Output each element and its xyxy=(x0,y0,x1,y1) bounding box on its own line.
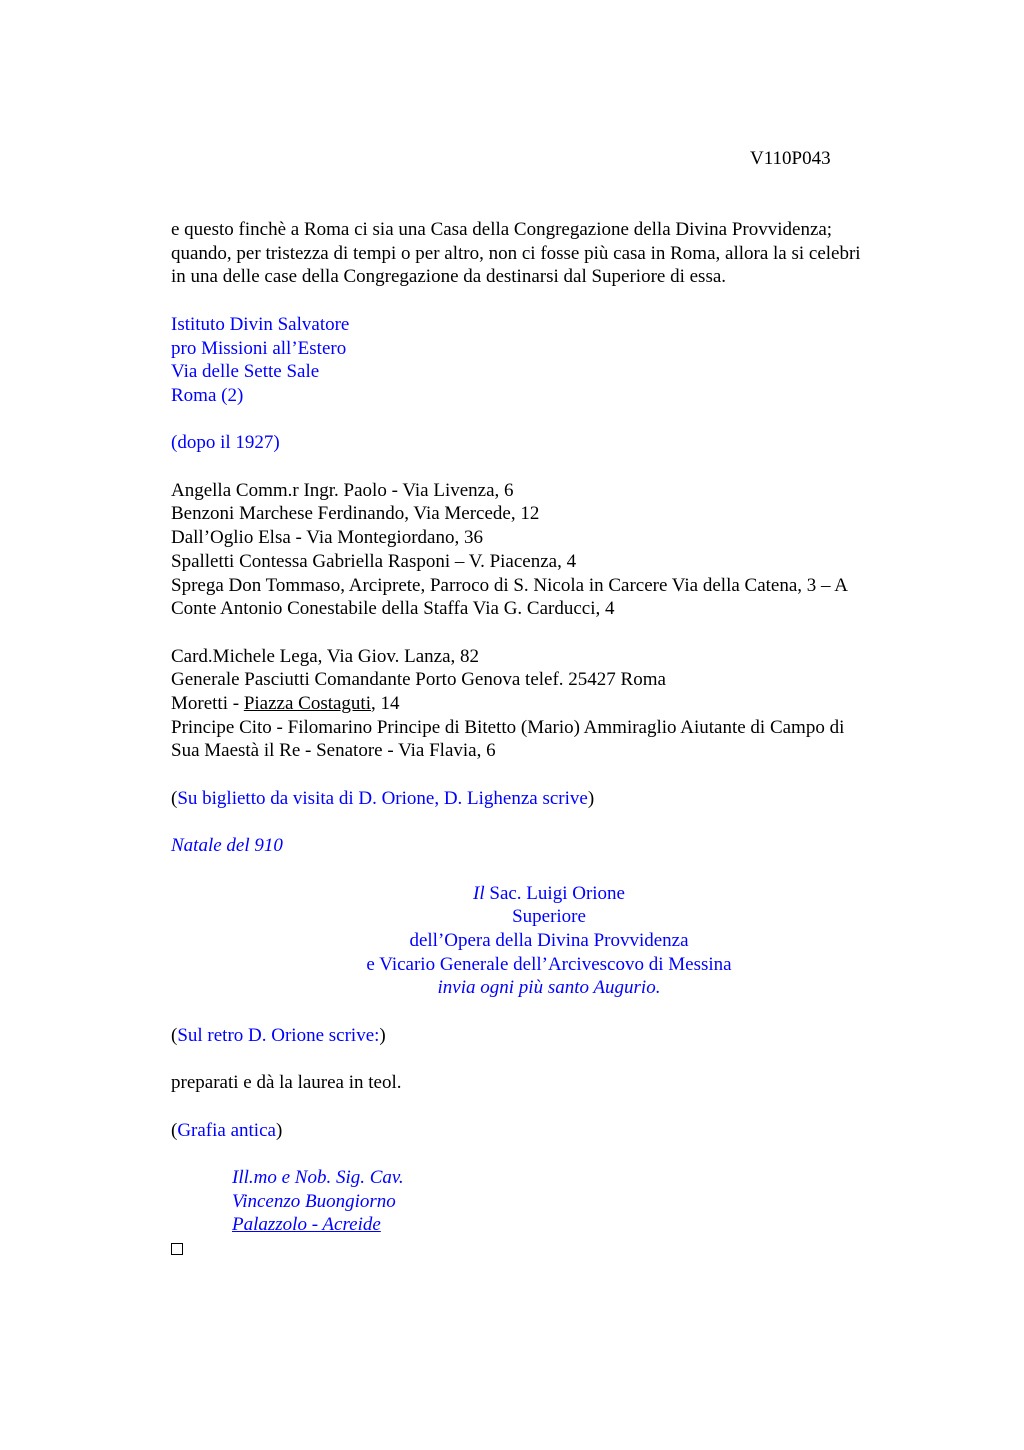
paren-close: ) xyxy=(275,1119,283,1141)
natale-date: Natale del 910 xyxy=(171,835,283,857)
paragraph-line: in una delle case della Congregazione da destinarsi dal Superiore di essa. xyxy=(171,266,727,288)
list-item: Angella Comm.r Ingr. Paolo - Via Livenza, 6 xyxy=(171,479,514,501)
paragraph-line: quando, per tristezza di tempi o per altro, non ci fosse più casa in Roma, allora la si celebri xyxy=(171,242,861,264)
moretti-suffix: , 14 xyxy=(371,693,400,714)
list-item: Conte Antonio Conestabile della Staffa Via G. Carducci, 4 xyxy=(171,598,615,620)
visiting-card xyxy=(171,882,927,1001)
list-item: Sua Maestà il Re - Senatore - Via Flavia, 6 xyxy=(171,740,496,762)
card-line: invia ogni più santo Augurio. xyxy=(437,977,661,999)
card-line: Superiore xyxy=(512,906,586,928)
date-note: (dopo il 1927) xyxy=(171,432,280,454)
paren-open: ( xyxy=(171,1024,178,1046)
card-name: Sac. Luigi Orione xyxy=(484,882,625,904)
document-id: V110P043 xyxy=(750,148,831,169)
card-line: dell’Opera della Divina Provvidenza xyxy=(409,929,689,951)
card-line xyxy=(171,882,927,906)
list-item: Benzoni Marchese Ferdinando, Via Mercede, 12 xyxy=(171,503,540,525)
list-item: Sprega Don Tommaso, Arciprete, Parroco di S. Nicola in Carcere Via della Catena, 3 – A xyxy=(171,574,848,596)
name-list-2 xyxy=(171,645,931,764)
paren-open: ( xyxy=(171,787,178,809)
address-line: Palazzolo - Acreide xyxy=(232,1214,381,1236)
address-line: Istituto Divin Salvatore xyxy=(171,313,350,335)
card-line: e Vicario Generale dell’Arcivescovo di Messina xyxy=(366,953,732,975)
address-line: Roma (2) xyxy=(171,384,244,406)
handwritten-text: preparati e dà la laurea in teol. xyxy=(171,1072,402,1094)
checkbox-glyph xyxy=(171,1237,931,1262)
list-item: Principe Cito - Filomarino Principe di Bitetto (Mario) Ammiraglio Aiutante di Campo di xyxy=(171,716,845,738)
note-text: Su biglietto da visita di D. Orione, D. Lighenza scrive xyxy=(177,787,588,809)
recipient-address xyxy=(171,1166,931,1237)
editorial-note-script xyxy=(171,1119,931,1143)
list-item: Card.Michele Lega, Via Giov. Lanza, 82 xyxy=(171,645,480,667)
list-item-moretti xyxy=(171,692,931,716)
paren-close: ) xyxy=(587,787,595,809)
card-il: Il xyxy=(473,882,485,904)
address-line: pro Missioni all’Estero xyxy=(171,337,347,359)
empty-box-icon xyxy=(171,1243,183,1255)
note-text: Grafia antica xyxy=(177,1119,276,1141)
note-text: Sul retro D. Orione scrive: xyxy=(177,1024,380,1046)
editorial-note-visiting-card xyxy=(171,787,931,811)
list-item: Dall’Oglio Elsa - Via Montegiordano, 36 xyxy=(171,527,483,549)
institute-address xyxy=(171,313,931,408)
paragraph-line: e questo finchè a Roma ci sia una Casa della Congregazione della Divina Provvidenza; xyxy=(171,219,833,240)
list-item: Generale Pasciutti Comandante Porto Genova telef. 25427 Roma xyxy=(171,669,666,691)
moretti-place: Piazza Costaguti xyxy=(243,693,371,714)
list-item: Spalletti Contessa Gabriella Rasponi – V. Piacenza, 4 xyxy=(171,550,577,572)
opening-paragraph xyxy=(171,218,931,289)
document-body xyxy=(171,218,931,1262)
address-line: Vincenzo Buongiorno xyxy=(232,1190,396,1212)
moretti-prefix: Moretti - xyxy=(171,693,244,714)
editorial-note-back xyxy=(171,1024,931,1048)
name-list-1 xyxy=(171,479,931,621)
address-line: Ill.mo e Nob. Sig. Cav. xyxy=(232,1166,404,1188)
address-line: Via delle Sette Sale xyxy=(171,361,320,383)
paren-open: ( xyxy=(171,1119,178,1141)
paren-close: ) xyxy=(379,1024,386,1046)
